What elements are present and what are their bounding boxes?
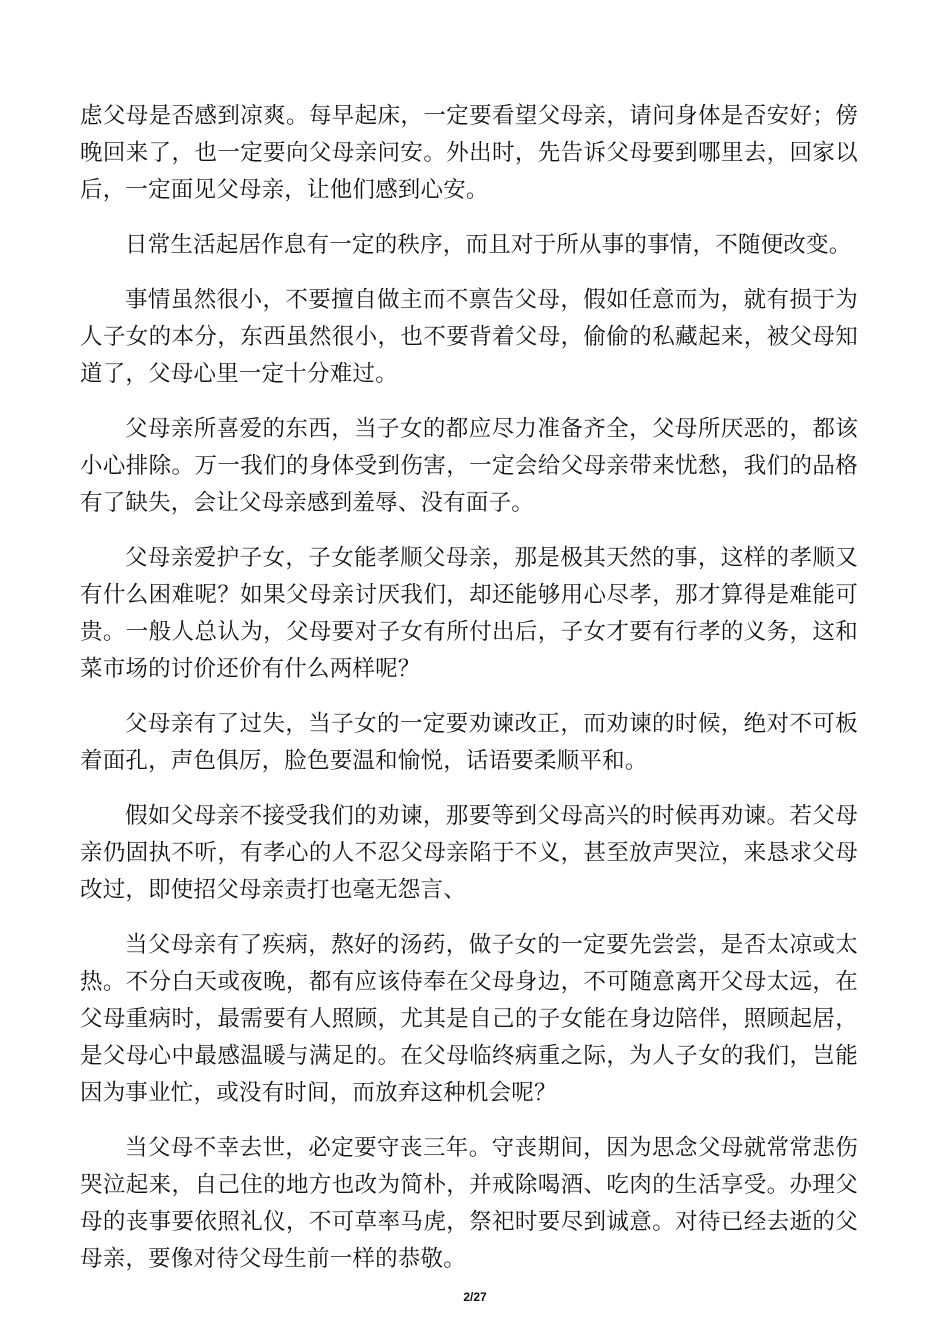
page-number: 2/27 (463, 1290, 487, 1304)
paragraph: 当父母亲有了疾病，熬好的汤药，做子女的一定要先尝尝，是否太凉或太热。不分白天或夜晚，都有应该侍奉在父母身边，不可随意离开父母太远，在父母重病时，最需要有人照顾，尤其是自己的子女能在身边陪伴，照顾起居，是父母心中最感温暖与满足的。在父母临终病重之际，为人子女的我们，岂能因为事业忙，或没有时间，而放弃这种机会呢？ (80, 932, 858, 1106)
paragraph: 虑父母是否感到凉爽。每早起床，一定要看望父母亲，请问身体是否安好；傍晚回来了，也一定要向父母亲问安。外出时，先告诉父母要到哪里去，回家以后，一定面见父母亲，让他们感到心安。 (80, 103, 858, 203)
paragraph: 父母亲所喜爱的东西，当子女的都应尽力准备齐全，父母所厌恶的，都该小心排除。万一我们的身体受到伤害，一定会给父母亲带来忧愁，我们的品格有了缺失，会让父母亲感到羞辱、没有面子。 (80, 416, 858, 516)
paragraph: 假如父母亲不接受我们的劝谏，那要等到父母高兴的时候再劝谏。若父母亲仍固执不听，有孝心的人不忍父母亲陷于不义，甚至放声哭泣，来恳求父母改过，即使招父母亲责打也毫无怨言、 (80, 803, 858, 903)
paragraph: 父母亲有了过失，当子女的一定要劝谏改正，而劝谏的时候，绝对不可板着面孔，声色俱厉，脸色要温和愉悦，话语要柔顺平和。 (80, 711, 858, 774)
document-body (80, 98, 858, 1296)
paragraph: 父母亲爱护子女，子女能孝顺父母亲，那是极其天然的事，这样的孝顺又有什么困难呢？如果父母亲讨厌我们，却还能够用心尽孝，那才算得是难能可贵。一般人总认为，父母要对子女有所付出后，子女才要有行孝的义务，这和菜市场的讨价还价有什么两样呢？ (80, 545, 858, 682)
paragraph: 日常生活起居作息有一定的秩序，而且对于所从事的事情，不随便改变。 (125, 232, 852, 258)
paragraph: 事情虽然很小，不要擅自做主而不禀告父母，假如任意而为，就有损于为人子女的本分，东西虽然很小，也不要背着父母，偷偷的私藏起来，被父母知道了，父母心里一定十分难过。 (80, 287, 858, 387)
paragraph: 当父母不幸去世，必定要守丧三年。守丧期间，因为思念父母就常常悲伤哭泣起来，自己住的地方也改为简朴，并戒除喝酒、吃肉的生活享受。办理父母的丧事要依照礼仪，不可草率马虎，祭祀时要尽到诚意。对待已经去逝的父母亲，要像对待父母生前一样的恭敬。 (80, 1135, 858, 1272)
